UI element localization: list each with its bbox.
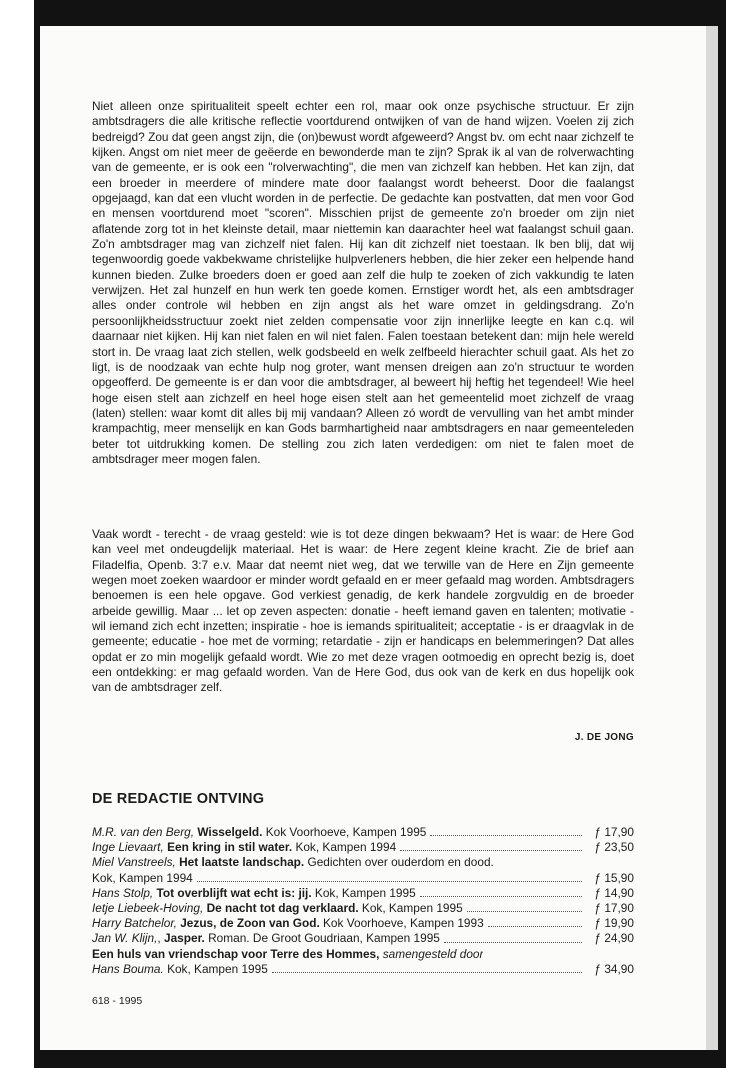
book-publisher: Kok Voorhoeve, Kampen 1993 <box>323 916 484 931</box>
book-title: Het laatste landschap. <box>179 855 305 870</box>
book-title: Jezus, de Zoon van God. <box>180 916 320 931</box>
book-title: Een kring in stil water. <box>167 840 293 855</box>
book-publisher: Kok Voorhoeve, Kampen 1995 <box>265 825 427 839</box>
book-title: Wisselgeld. <box>197 825 263 839</box>
list-item <box>92 886 634 901</box>
book-title: Een huls van vriendschap voor Terre des Hommes, <box>92 946 380 961</box>
book-title: Tot overblijft wat echt is: jij. <box>156 885 312 900</box>
book-publisher: Gedichten over ouderdom en dood. <box>307 855 494 870</box>
scan-edge-right <box>718 26 726 1056</box>
page-number: 618 - 1995 <box>92 995 143 1007</box>
book-price: ƒ 17,90 <box>594 901 634 916</box>
book-author: Harry Batchelor, <box>92 916 177 931</box>
book-price: ƒ 19,90 <box>594 916 634 931</box>
leader-dots <box>430 825 582 836</box>
book-author: Inge Lievaart, <box>92 840 164 855</box>
book-author: Hans Bouma. <box>92 961 164 976</box>
page-spine-shadow <box>706 26 718 1050</box>
book-author: Ietje Liebeek-Hoving, <box>92 901 204 916</box>
book-publisher: Kok, Kampen 1995 <box>314 885 416 900</box>
list-item: Jan W. Klijn,, Jasper. Roman. De Groot Goudriaan, Kampen 1995 ƒ 24,90 <box>92 931 634 946</box>
section-heading: DE REDACTIE ONTVING <box>92 791 265 807</box>
list-item <box>92 901 634 916</box>
scan-edge-bottom <box>34 1050 726 1068</box>
list-item <box>92 840 634 855</box>
book-price: ƒ 23,50 <box>594 840 634 855</box>
book-publisher: Kok, Kampen 1994 <box>92 870 193 885</box>
scan-edge-top <box>34 0 726 26</box>
book-title: De nacht tot dag verklaard. <box>206 901 359 916</box>
book-publisher: Kok, Kampen 1995 <box>167 961 268 976</box>
list-item <box>92 825 634 840</box>
book-price: ƒ 17,90 <box>594 825 634 839</box>
book-title: Jasper. <box>163 931 205 946</box>
leader-dots <box>272 962 582 973</box>
leader-dots <box>488 916 582 927</box>
body-paragraph-2: Vaak wordt - terecht - de vraag gesteld: wie is tot deze dingen bekwaam? Het is waar: de Here God kan veel met ondeugdelijk materiaal. Het is waar: de Here zegent kleine kracht. Zie de brief aan Filadelfia, Openb. 3:7 e.v. Maar dat neemt niet weg, dat we terwille van de Here en Zijn gemeente wegen moet zoeken waardoor er minder wordt gefaald en er meer gefaald mag worden. Ambtsdragers benoemen is een hele opgave. God verkiest genadig, de kerk handele zorgvuldig en de broeder arbeide gewillig. Maar ... let op zeven aspecten: donatie - heeft iemand gaven en talenten; motivatie - wil iemand zich echt inzetten; inspiratie - hoe is iemands spiritualiteit; acceptatie - is er draagvlak in de gemeente; educatie - hoe met de vorming; retardatie - zijn er handicaps en belemmeringen? Dat alles opdat er zo min mogelijk gefaald wordt. Wie zo met deze vragen ootmoedig en oprecht bezig is, doet een ontdekking: er mag gefaald worden. Van de Here God, dus ook van de kerk en dus hopelijk ook van de ambtsdrager zelf. <box>92 527 634 695</box>
book-subtitle: samengesteld door <box>382 946 484 961</box>
leader-dots <box>444 931 582 942</box>
leader-dots <box>197 871 582 882</box>
list-item-continuation <box>92 871 634 886</box>
list-item <box>92 855 634 870</box>
book-price: ƒ 15,90 <box>594 870 634 885</box>
book-price: ƒ 24,90 <box>594 931 634 946</box>
book-author: Hans Stolp, <box>92 885 154 900</box>
book-author: M.R. van den Berg, <box>92 825 195 839</box>
list-item <box>92 947 634 962</box>
received-books-list <box>92 825 634 977</box>
book-publisher: Kok, Kampen 1995 <box>361 901 463 916</box>
leader-dots <box>400 840 582 851</box>
body-paragraph-1: Niet alleen onze spiritualiteit speelt echter een rol, maar ook onze psychische structuur. Er zijn ambtsdragers die alle kritische reflectie voortdurend ontwijken of van de hand wijzen. Voelen zij zich bedreigd? Zou dat geen angst zijn, die (on)bewust wordt afgeweerd? Angst bv. om echt naar zichzelf te kijken. Angst om niet meer de geëerde en bewonderde man te zijn? Sprak ik al van de rolverwachting van de gemeente, er is ook een "rolverwachting", die men van zichzelf kan hebben. Het kan zijn, dat een broeder in meerdere of mindere mate door faalangst wordt beheerst. Door die faalangst opgejaagd, kan dat een vlucht worden in de perfectie. De gedachte kan postvatten, dat men voor God en mensen voortdurend moet "scoren". Misschien prijst de gemeente zo'n broeder om zijn niet aflatende zorg tot in het kleinste detail, maar niettemin kan daarachter heel wat faalangst schuil gaan. Zo'n ambtsdrager mag van zichzelf niet falen. Hij kan dit zichzelf niet toestaan. Ik ben blij, dat wij tegenwoordig goede vakbekwame christelijke hulpverleners hebben, die hier zeker een helpende hand kunnen bieden. Zulke broeders doen er goed aan zelf die hulp te zoeken of zich vakkundig te laten verwijzen. Het zal hunzelf en hun werk ten goede komen. Ernstiger wordt het, als een ambtsdrager alles onder controle wil hebben en zijn angst als het ware omzet in geldingsdrang. Zo'n persoonlijkheidsstructuur zoekt niet zelden compensatie voor zijn innerlijke leegte en kan c.q. wil daarnaar niet kijken. Hij kan niet falen en wil niet falen. Falen toestaan betekent dan: mijn hele wereld stort in. De vraag laat zich stellen, welk godsbeeld en welk zelfbeeld hierachter schuil gaat. Als het zo ligt, is de noodzaak van echte hulp nog groter, want mensen dreigen aan zo'n structuur te worden opgeofferd. De gemeente is er dan voor die ambtsdrager, al beweert hij heftig het tegendeel! Wie heel hoge eisen stelt aan zichzelf en heel hoge eisen stelt aan het gemeentelid moet zichzelf de vraag (laten) stellen: waar komt dit alles bij mij vandaan? Alleen zó wordt de vervulling van het ambt minder krampachtig, meer menselijk en kan Gods barmhartigheid naar ambtsdragers en naar gemeenteleden beter tot uitdrukking komen. De stelling zou zich laten verdedigen: om niet te falen moet de ambtsdrager meer mogen falen. <box>92 99 634 466</box>
leader-dots <box>420 886 582 897</box>
book-price: ƒ 34,90 <box>594 961 634 976</box>
leader-dots <box>467 901 582 912</box>
book-author: Miel Vanstreels, <box>92 855 176 870</box>
book-price: ƒ 14,90 <box>594 885 634 900</box>
list-item <box>92 916 634 931</box>
book-publisher: Kok, Kampen 1994 <box>295 840 397 855</box>
author-signature: J. DE JONG <box>574 732 634 743</box>
list-item-continuation <box>92 962 634 977</box>
book-publisher: Roman. De Groot Goudriaan, Kampen 1995 <box>208 931 440 946</box>
book-author: Jan W. Klijn, <box>92 931 158 946</box>
